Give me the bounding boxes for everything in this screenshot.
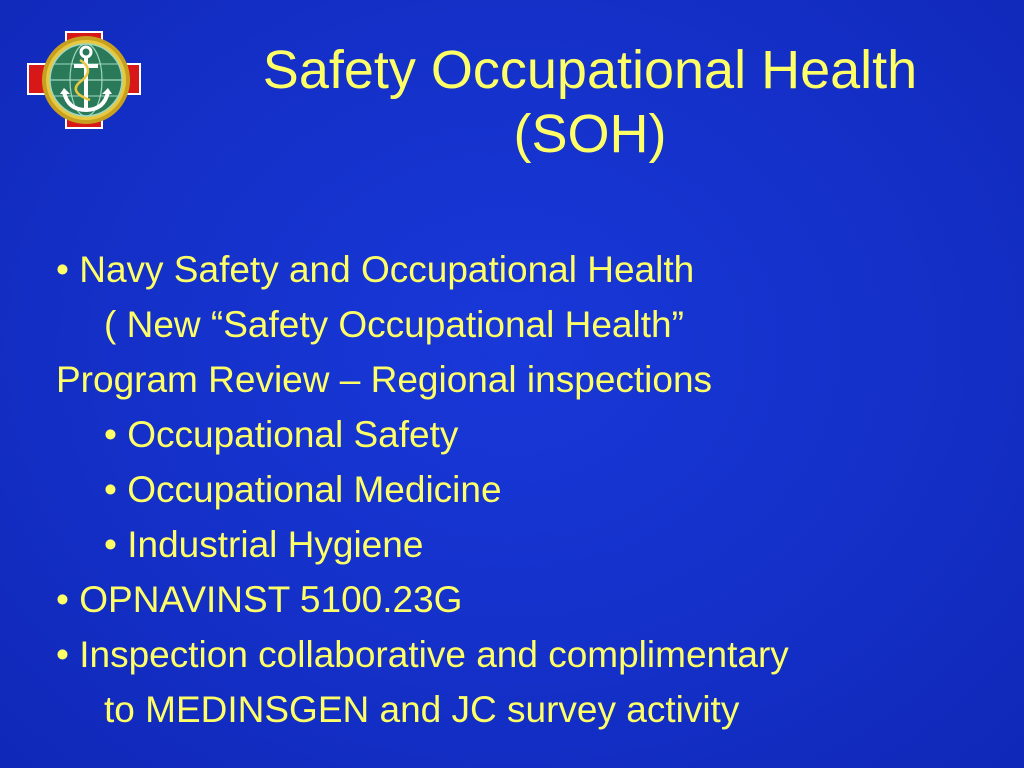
bullet-inspection-collaborative: • Inspection collaborative and complimentary (56, 634, 789, 675)
sub-bullet-occupational-medicine: • Occupational Medicine (104, 469, 502, 510)
bullet-navy-soh-cont: ( New “Safety Occupational Health” (104, 304, 684, 345)
bullet-program-review: Program Review – Regional inspections (56, 359, 713, 400)
bullet-opnavinst: • OPNAVINST 5100.23G (56, 579, 463, 620)
sub-bullet-industrial-hygiene: • Industrial Hygiene (104, 524, 424, 565)
sub-bullet-occupational-safety: • Occupational Safety (104, 414, 459, 455)
bullet-inspection-collaborative-cont: to MEDINSGEN and JC survey activity (104, 689, 740, 730)
navy-medicine-logo-icon (24, 30, 144, 130)
slide-title (160, 38, 1020, 166)
slide-title-line-2: (SOH) (513, 104, 667, 164)
bullet-navy-soh: • Navy Safety and Occupational Health (56, 249, 695, 290)
slide-title-line-1: Safety Occupational Health (262, 40, 918, 100)
